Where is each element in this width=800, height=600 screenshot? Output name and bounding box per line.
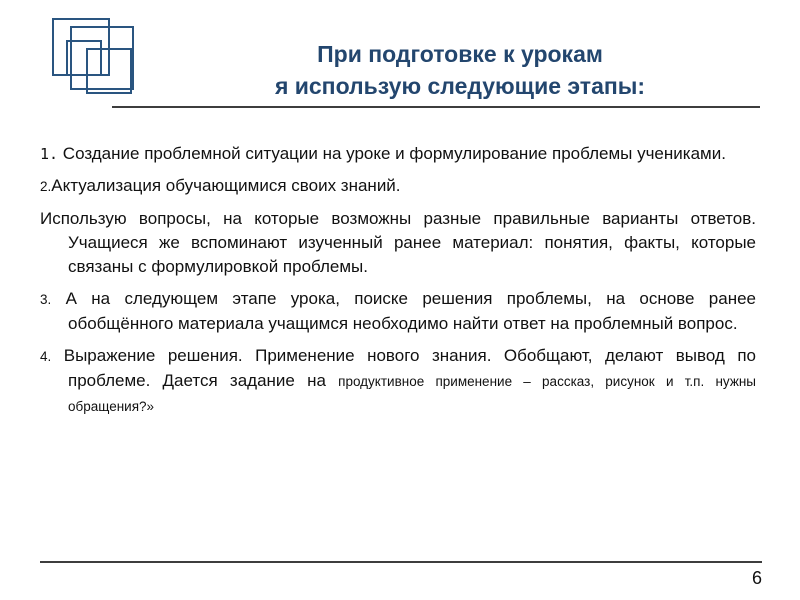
slide-body (40, 142, 756, 427)
slide-title (180, 38, 740, 102)
item-number: 1. (40, 145, 59, 163)
item-text: Использую вопросы, на которые возможны разные правильные варианты ответов. Учащиеся же вспоминают изученный ранее материал: понятия, факты, которые связаны с формулировкой проблемы. (40, 209, 756, 276)
item-text: Актуализация обучающимися своих знаний. (51, 176, 401, 195)
item-text: А на следующем этапе урока, поиске решения проблемы, на основе ранее обобщённого материала учащимся необходимо найти ответ на проблемный вопрос. (65, 289, 756, 333)
title-line-1: При подготовке к урокам (317, 41, 603, 67)
list-item-1 (40, 142, 756, 166)
item-number: 2. (40, 179, 52, 194)
list-item-2 (40, 174, 756, 199)
title-line-2: я использую следующие этапы: (274, 73, 646, 99)
title-divider (112, 106, 760, 108)
list-item-explanation (40, 207, 756, 279)
item-text: Выражение решения. Применение нового знания. Обобщают, делают вывод по проблеме. Дается задание на (63, 346, 756, 390)
item-number: 3. (40, 292, 52, 307)
item-text-small: продуктивное применение – рассказ, рисунок и т.п. нужны обращения?» (68, 374, 757, 414)
footer-divider (40, 561, 762, 563)
item-number: 4. (40, 349, 52, 364)
page-number: 6 (751, 568, 762, 588)
list-item-4 (40, 344, 756, 419)
overlapping-squares-logo-icon (52, 18, 142, 106)
list-item-3 (40, 287, 756, 336)
item-text: Создание проблемной ситуации на уроке и формулирование проблемы учениками. (62, 144, 726, 163)
